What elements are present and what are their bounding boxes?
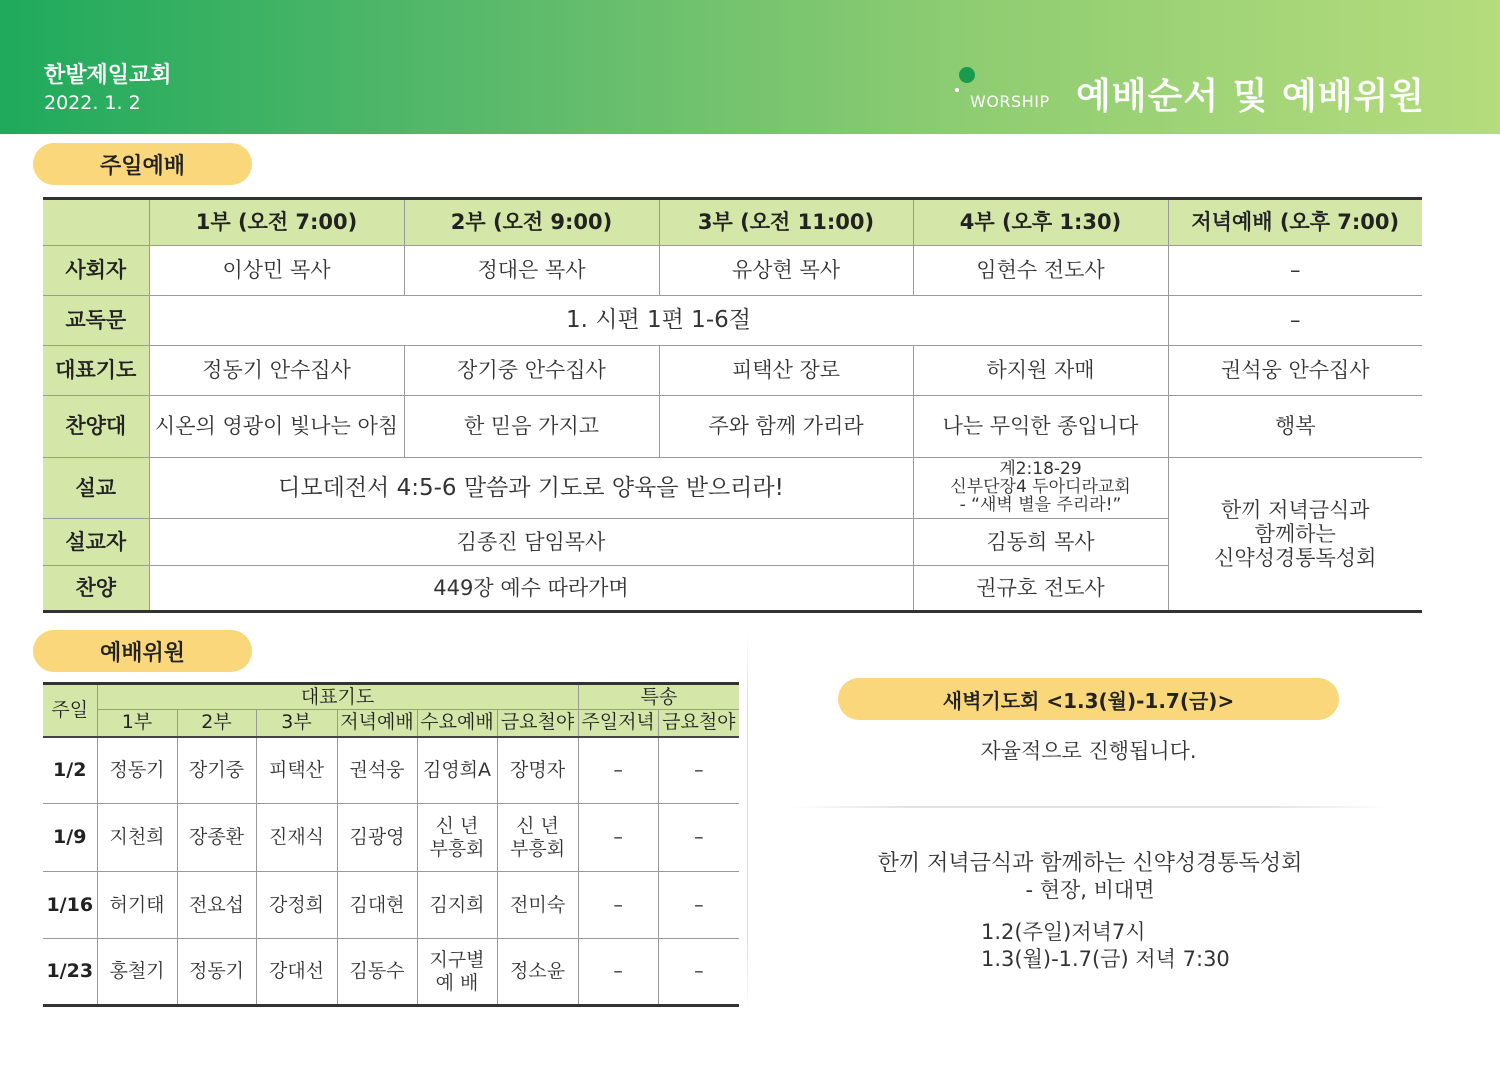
members-table <box>43 682 739 1007</box>
table-cell: – <box>578 872 658 939</box>
evening-note-line: 함께하는 <box>1254 521 1336 546</box>
section-title-members: 예배위원 <box>33 630 252 672</box>
table-cell: 김광영 <box>337 804 417 872</box>
table-row <box>43 872 739 939</box>
sermon-text-line: 신부단장4 두아디라교회 <box>950 477 1131 498</box>
week-cell: 1/2 <box>43 737 97 804</box>
bible-reading-schedule: 1.3(월)-1.7(금) 저녁 7:30 <box>981 947 1230 971</box>
table-header-row <box>43 199 1422 246</box>
prayer-header: 대표기도 <box>97 684 578 710</box>
row-label: 설교 <box>43 458 149 519</box>
week-header: 주일 <box>43 684 97 737</box>
bible-reading-schedule: 1.2(주일)저녁7시 <box>981 920 1146 944</box>
table-row <box>43 737 739 804</box>
table-cell: 장명자 <box>497 737 578 804</box>
sub-header: 금요철야 <box>658 710 739 737</box>
table-cell: – <box>658 737 739 804</box>
row-label: 사회자 <box>43 246 149 296</box>
corner-cell <box>43 199 149 246</box>
table-row-prayer <box>43 346 1422 396</box>
table-cell: 신 년 부흥회 <box>497 804 578 872</box>
sub-header: 1부 <box>97 710 177 737</box>
bible-reading-mode: - 현장, 비대면 <box>1025 878 1155 902</box>
table-cell: – <box>658 872 739 939</box>
green-dot-icon <box>959 67 975 83</box>
small-dot-icon <box>955 88 959 92</box>
table-cell: 행복 <box>1168 396 1422 458</box>
table-cell: – <box>1168 296 1422 346</box>
table-row-reading <box>43 296 1422 346</box>
table-cell: 임현수 전도사 <box>913 246 1168 296</box>
table-cell: 권석웅 <box>337 737 417 804</box>
table-cell: 홍철기 <box>97 939 177 1006</box>
table-cell: 전미숙 <box>497 872 578 939</box>
members-header-row <box>43 684 739 710</box>
table-cell: 정대은 목사 <box>404 246 659 296</box>
column-header: 1부 (오전 7:00) <box>149 199 404 246</box>
week-cell: 1/23 <box>43 939 97 1006</box>
table-cell: – <box>658 939 739 1006</box>
sub-header: 2부 <box>177 710 256 737</box>
evening-note-cell <box>1168 458 1422 612</box>
table-cell: 정동기 안수집사 <box>149 346 404 396</box>
sermon-text-line: - “새벽 별을 주리라!” <box>959 494 1122 515</box>
table-cell: – <box>578 939 658 1006</box>
members-subheader-row <box>43 710 739 737</box>
table-cell: – <box>1168 246 1422 296</box>
table-cell: 정동기 <box>177 939 256 1006</box>
row-label: 찬양대 <box>43 396 149 458</box>
table-cell: 장기중 안수집사 <box>404 346 659 396</box>
table-cell: 강정희 <box>256 872 337 939</box>
table-cell: 김동희 목사 <box>913 519 1168 566</box>
column-header: 3부 (오전 11:00) <box>659 199 913 246</box>
sunday-service-table <box>43 197 1422 613</box>
evening-note-line: 한끼 저녁금식과 <box>1220 497 1370 522</box>
table-cell: 김지희 <box>417 872 497 939</box>
table-cell: 이상민 목사 <box>149 246 404 296</box>
table-row <box>43 939 739 1006</box>
sub-header: 수요예배 <box>417 710 497 737</box>
table-cell: 지천희 <box>97 804 177 872</box>
sermon-title: 디모데전서 4:5-6 말씀과 기도로 양육을 받으리라! <box>149 458 913 519</box>
sub-header: 3부 <box>256 710 337 737</box>
table-row-sermon <box>43 458 1422 519</box>
sub-header: 주일저녁 <box>578 710 658 737</box>
sermon-text-line: 계2:18-29 <box>999 459 1082 480</box>
table-cell: – <box>578 804 658 872</box>
table-cell: 권석웅 안수집사 <box>1168 346 1422 396</box>
row-label: 설교자 <box>43 519 149 566</box>
table-cell: 신 년 부흥회 <box>417 804 497 872</box>
table-cell: 권규호 전도사 <box>913 566 1168 612</box>
column-header: 4부 (오후 1:30) <box>913 199 1168 246</box>
evening-note-line: 신약성경통독성회 <box>1214 546 1377 571</box>
table-cell: 유상현 목사 <box>659 246 913 296</box>
table-cell: 정소윤 <box>497 939 578 1006</box>
table-cell: 김영희A <box>417 737 497 804</box>
row-label: 교독문 <box>43 296 149 346</box>
table-cell: 정동기 <box>97 737 177 804</box>
table-cell: 주와 함께 가리라 <box>659 396 913 458</box>
table-cell: 하지원 자매 <box>913 346 1168 396</box>
responsive-reading: 1. 시편 1편 1-6절 <box>149 296 1168 346</box>
header-banner <box>0 0 1500 134</box>
bible-reading-title: 한끼 저녁금식과 함께하는 신약성경통독성회 <box>877 851 1303 876</box>
table-cell: 장기중 <box>177 737 256 804</box>
table-cell: 김종진 담임목사 <box>149 519 913 566</box>
special-header: 특송 <box>578 684 739 710</box>
week-cell: 1/16 <box>43 872 97 939</box>
horizontal-divider <box>790 806 1390 808</box>
table-row-choir <box>43 396 1422 458</box>
table-cell: 허기태 <box>97 872 177 939</box>
dawn-prayer-text: 자율적으로 진행됩니다. <box>980 739 1197 763</box>
table-cell: 피택산 <box>256 737 337 804</box>
section-title-sunday: 주일예배 <box>33 143 252 185</box>
table-cell: 강대선 <box>256 939 337 1006</box>
table-cell: 김동수 <box>337 939 417 1006</box>
row-label: 찬양 <box>43 566 149 612</box>
table-row <box>43 804 739 872</box>
fourth-sermon-cell <box>913 458 1168 519</box>
table-cell: – <box>578 737 658 804</box>
table-cell: 449장 예수 따라가며 <box>149 566 913 612</box>
table-cell: 장종환 <box>177 804 256 872</box>
table-cell: 피택산 장로 <box>659 346 913 396</box>
table-cell: 한 믿음 가지고 <box>404 396 659 458</box>
worship-label: WORSHIP <box>970 92 1050 111</box>
column-header: 2부 (오전 9:00) <box>404 199 659 246</box>
row-label: 대표기도 <box>43 346 149 396</box>
table-cell: – <box>658 804 739 872</box>
table-cell: 시온의 영광이 빛나는 아침 <box>149 396 404 458</box>
bulletin-date: 2022. 1. 2 <box>44 92 141 114</box>
vertical-divider <box>747 632 748 1012</box>
dawn-prayer-title: 새벽기도회 <1.3(월)-1.7(금)> <box>838 678 1339 720</box>
page-title: 예배순서 및 예배위원 <box>1076 76 1426 117</box>
sub-header: 저녁예배 <box>337 710 417 737</box>
table-cell: 진재식 <box>256 804 337 872</box>
column-header: 저녁예배 (오후 7:00) <box>1168 199 1422 246</box>
week-cell: 1/9 <box>43 804 97 872</box>
table-cell: 지구별 예 배 <box>417 939 497 1006</box>
table-cell: 김대현 <box>337 872 417 939</box>
sub-header: 금요철야 <box>497 710 578 737</box>
table-cell: 전요섭 <box>177 872 256 939</box>
church-name: 한밭제일교회 <box>44 63 172 88</box>
table-row-presider <box>43 246 1422 296</box>
table-cell: 나는 무익한 종입니다 <box>913 396 1168 458</box>
